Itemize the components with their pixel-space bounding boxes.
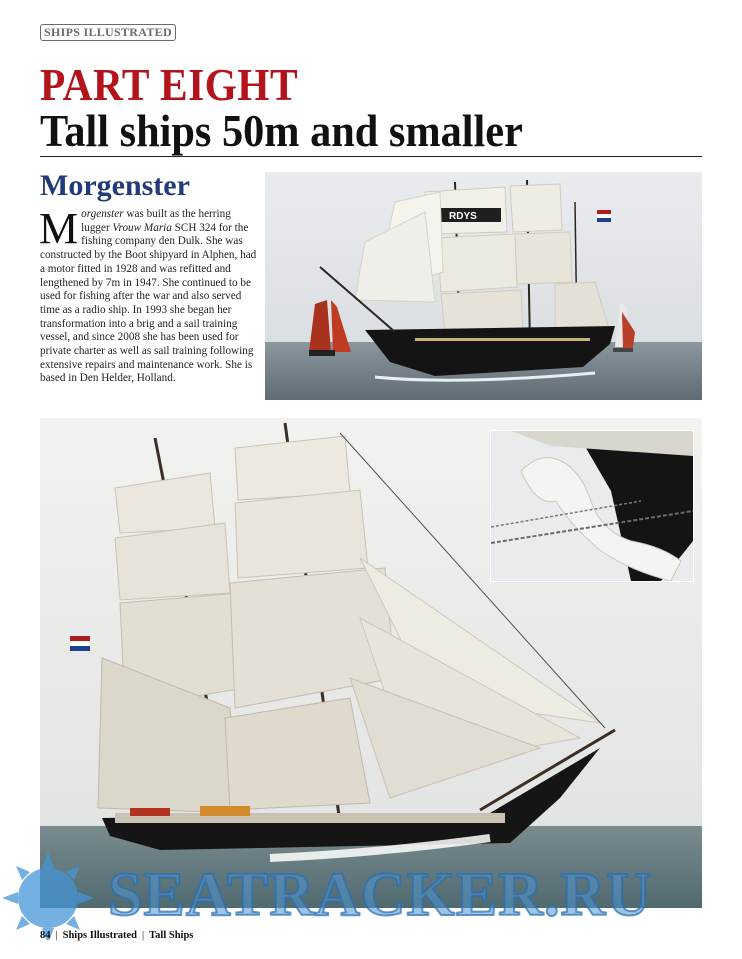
former-name-italic: Vrouw Maria [112, 221, 172, 234]
article-body [39, 204, 260, 386]
page-title: Tall ships 50m and smaller [40, 105, 523, 156]
sail-banner-text: RDYS [449, 211, 477, 222]
body-text-2: SCH 324 for the fishing company den Dulk. She was constructed by the Boot shipyard in Alphen, had a motor fitted in 1928 and was refitted and lengthened by 7m in 1947. She continued to be used for fishing after the war and also served time as a radio ship. In 1993 she began her transformation into a brig and a sail training vessel, and since 2008 she has been used for private charter as well as sail training following extensive repairs and maintenance work. She is based in Den Helder, Holland. [40, 221, 257, 385]
ship-name-italic: orgenster [81, 208, 124, 220]
drop-cap: M [39, 204, 79, 253]
magazine-tag: SHIPS ILLUSTRATED [40, 24, 176, 41]
page-footer: 84 | Ships Illustrated | Tall Ships [40, 930, 194, 941]
article-heading: Morgenster [40, 169, 190, 202]
title-rule [40, 156, 702, 157]
watermark-text: SEATRACKER.RU [108, 861, 653, 929]
body-text-1: was built as the herring lugger [81, 208, 231, 234]
page-number: 84 [40, 930, 51, 941]
footer-section: Tall Ships [149, 930, 194, 941]
footer-magazine: Ships Illustrated [62, 930, 138, 941]
figurehead-inset-photo [490, 430, 694, 582]
part-label: PART EIGHT [40, 59, 299, 110]
ship-photo-top [265, 172, 702, 400]
